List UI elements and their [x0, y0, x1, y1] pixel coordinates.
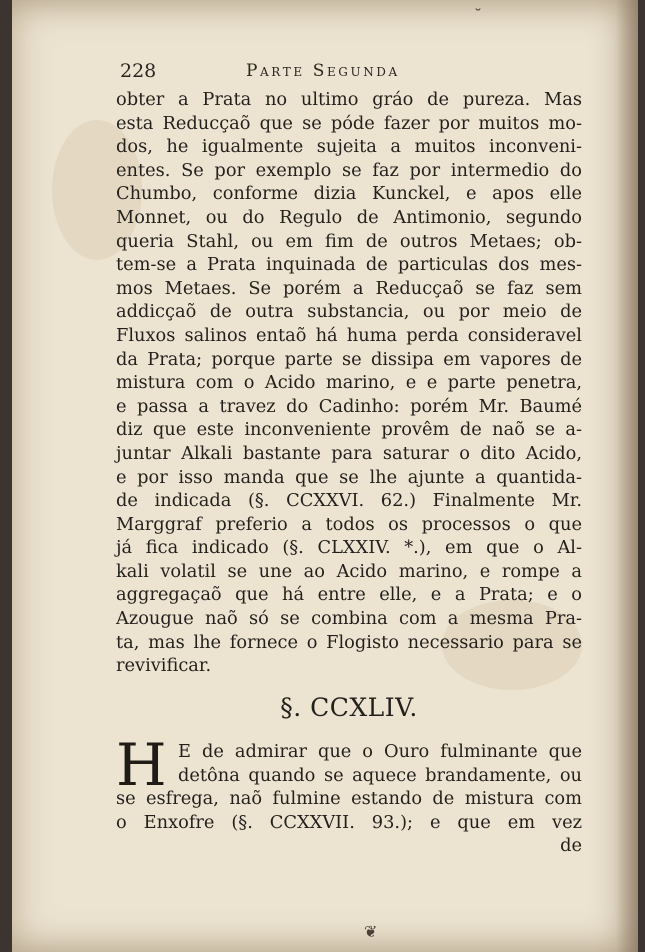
page-number: 228 — [120, 60, 157, 82]
text-line: da Prata; porque parte se dissipa em vapores de — [116, 348, 582, 370]
text-line: Monnet, ou do Regulo de Antimonio, segundo — [116, 206, 582, 228]
text-line: mos Metaes. Se porém a Reducçaõ se faz sem — [116, 277, 582, 299]
paragraph-2 — [116, 731, 582, 856]
text-line: e por isso manda que se lhe ajunte a quantida- — [116, 466, 582, 488]
text-line: tem-se a Prata inquinada de particulas dos mes- — [116, 254, 582, 276]
text-line: kali volatil se une ao Acido marino, e rompe a — [116, 560, 582, 582]
bottom-ornament-icon: ❦ — [364, 922, 378, 941]
text-line: aggregaçaõ que há entre elle, e a Prata; e o — [116, 584, 582, 606]
top-ornament-mark: ˘ — [474, 6, 482, 25]
text-line: Azougue naõ só se combina com a mesma Pra- — [116, 608, 582, 630]
text-line: queria Stahl, ou em fim de outros Metaes; ob- — [116, 230, 582, 252]
paragraph-1 — [116, 88, 582, 678]
text-line: Fluxos salinos entaõ há huma perda consideravel — [116, 324, 582, 346]
page-header — [120, 60, 590, 86]
text-line: juntar Alkali bastante para saturar o dito Acido, — [116, 442, 582, 464]
drop-cap: H — [116, 731, 167, 799]
text-line: entes. Se por exemplo se faz por intermedio do — [116, 159, 582, 181]
text-line: dos, he igualmente sujeita a muitos inconveni- — [116, 136, 582, 158]
text-line: addicçaõ de outra substancia, ou por meio de — [116, 301, 582, 323]
text-line: Chumbo, conforme dizia Kunckel, e apos elle — [116, 183, 582, 205]
text-line: o Enxofre (§. CCXXVII. 93.); e que em vez — [116, 811, 582, 833]
section-title: §. CCXLIV. — [280, 693, 418, 722]
text-line: Marggraf preferio a todos os processos o que — [116, 513, 582, 535]
text-line: mistura com o Acido marino, e e parte penetra, — [116, 372, 582, 394]
text-line: esta Reducçaõ que se póde fazer por muitos mo- — [116, 112, 582, 134]
text-line: já fica indicado (§. CLXXIV. *.), em que o Al- — [116, 537, 582, 559]
text-line: de indicada (§. CCXXVI. 62.) Finalmente Mr. — [116, 490, 582, 512]
text-line: revivificar. — [116, 655, 212, 677]
text-line: E de admirar que o Ouro fulminante que — [178, 741, 582, 762]
running-head: Parte Segunda — [246, 61, 400, 81]
text-line: diz que este inconveniente provêm de naõ se a- — [116, 419, 582, 441]
text-line: se esfrega, naõ fulmine estando de mistura com — [116, 788, 582, 810]
text-line: e passa a travez do Cadinho: porém Mr. Baumé — [116, 395, 582, 417]
text-line: obter a Prata no ultimo gráo de pureza. Mas — [116, 89, 582, 110]
text-line: detôna quando se aquece brandamente, ou — [178, 764, 582, 786]
catchword: de — [560, 835, 582, 856]
text-line: ta, mas lhe fornece o Flogisto necessario para se — [116, 631, 582, 653]
